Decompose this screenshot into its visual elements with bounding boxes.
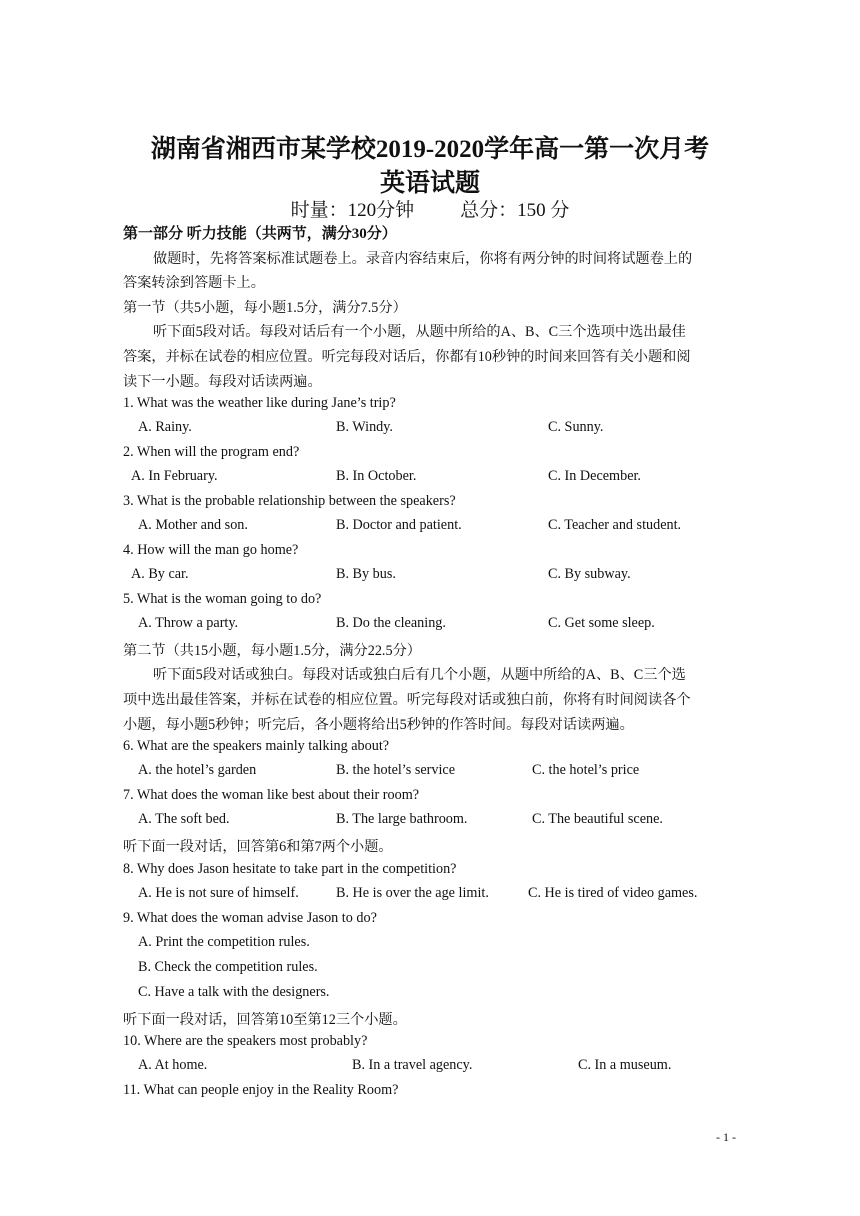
option-b: B. Doctor and patient. <box>336 517 462 533</box>
question-stem: 6. What are the speakers mainly talking about? <box>123 738 390 754</box>
option-c: C. The beautiful scene. <box>532 811 663 827</box>
option-b: B. the hotel’s service <box>336 762 455 778</box>
option-b: B. The large bathroom. <box>336 811 468 827</box>
exam-subtitle: 英语试题 <box>379 170 480 197</box>
option-b: B. Check the competition rules. <box>138 959 318 975</box>
exam-time-score <box>0 195 860 222</box>
page-number: - 1 - <box>716 1130 736 1144</box>
option-b: B. Do the cleaning. <box>336 615 446 631</box>
section1-heading: 第一节（共5小题，每小题1.5分，满分7.5分） <box>123 300 407 316</box>
section2-heading: 第二节（共15小题，每小题1.5分，满分22.5分） <box>123 643 421 659</box>
question-stem: 3. What is the probable relationship between the speakers? <box>123 493 456 509</box>
option-a: A. By car. <box>131 566 189 582</box>
exam-time: 时量：120分钟 <box>290 200 415 221</box>
listening-note: 听下面一段对话，回答第10至第12三个小题。 <box>123 1012 407 1028</box>
option-c: C. He is tired of video games. <box>528 885 698 901</box>
part1-heading: 第一部分 听力技能（共两节，满分30分） <box>123 226 397 242</box>
option-b: B. He is over the age limit. <box>336 885 489 901</box>
option-c: C. Sunny. <box>548 419 604 435</box>
question-stem: 2. When will the program end? <box>123 444 300 460</box>
section1-intro-line: 听下面5段对话。每段对话后有一个小题，从题中所给的A、B、C三个选项中选出最佳 <box>153 324 686 340</box>
question-stem: 1. What was the weather like during Jane’s trip? <box>123 395 396 411</box>
exam-total-score: 总分：150 分 <box>460 200 570 221</box>
option-c: C. Get some sleep. <box>548 615 655 631</box>
option-c: C. In a museum. <box>578 1057 672 1073</box>
option-a: A. The soft bed. <box>138 811 230 827</box>
listening-note: 听下面一段对话，回答第6和第7两个小题。 <box>123 839 393 855</box>
option-b: B. By bus. <box>336 566 396 582</box>
option-c: C. By subway. <box>548 566 631 582</box>
question-stem: 9. What does the woman advise Jason to do? <box>123 910 377 926</box>
section1-intro-line: 读下一小题。每段对话读两遍。 <box>123 374 322 390</box>
question-stem: 7. What does the woman like best about their room? <box>123 787 420 803</box>
section2-intro-line: 听下面5段对话或独白。每段对话或独白后有几个小题，从题中所给的A、B、C三个选 <box>153 667 686 683</box>
question-stem: 8. Why does Jason hesitate to take part in the competition? <box>123 861 457 877</box>
question-stem: 4. How will the man go home? <box>123 542 299 558</box>
option-a: A. Print the competition rules. <box>138 934 310 950</box>
option-b: B. In October. <box>336 468 417 484</box>
option-c: C. In December. <box>548 468 641 484</box>
option-a: A. He is not sure of himself. <box>138 885 299 901</box>
section1-intro-line: 答案，并标在试卷的相应位置。听完每段对话后，你都有10秒钟的时间来回答有关小题和阅 <box>123 349 691 365</box>
section2-intro-line: 项中选出最佳答案，并标在试卷的相应位置。听完每段对话或独白前，你将有时间阅读各个 <box>123 692 691 708</box>
option-a: A. At home. <box>138 1057 208 1073</box>
part1-intro-line: 做题时，先将答案标准试题卷上。录音内容结束后，你将有两分钟的时间将试题卷上的 <box>153 251 693 267</box>
part1-intro-line: 答案转涂到答题卡上。 <box>123 275 265 291</box>
section2-intro-line: 小题，每小题5秒钟；听完后，各小题将给出5秒钟的作答时间。每段对话读两遍。 <box>123 717 634 733</box>
option-a: A. Rainy. <box>138 419 192 435</box>
option-a: A. Throw a party. <box>138 615 239 631</box>
option-c: C. the hotel’s price <box>532 762 640 778</box>
question-stem: 11. What can people enjoy in the Reality Room? <box>123 1082 399 1098</box>
option-c: C. Teacher and student. <box>548 517 682 533</box>
option-a: A. the hotel’s garden <box>138 762 257 778</box>
option-a: A. Mother and son. <box>138 517 248 533</box>
option-b: B. Windy. <box>336 419 393 435</box>
question-stem: 10. Where are the speakers most probably? <box>123 1033 368 1049</box>
question-stem: 5. What is the woman going to do? <box>123 591 322 607</box>
option-b: B. In a travel agency. <box>352 1057 473 1073</box>
exam-title: 湖南省湘西市某学校2019-2020学年高一第一次月考 <box>150 136 710 163</box>
option-a: A. In February. <box>131 468 218 484</box>
option-c: C. Have a talk with the designers. <box>138 984 330 1000</box>
